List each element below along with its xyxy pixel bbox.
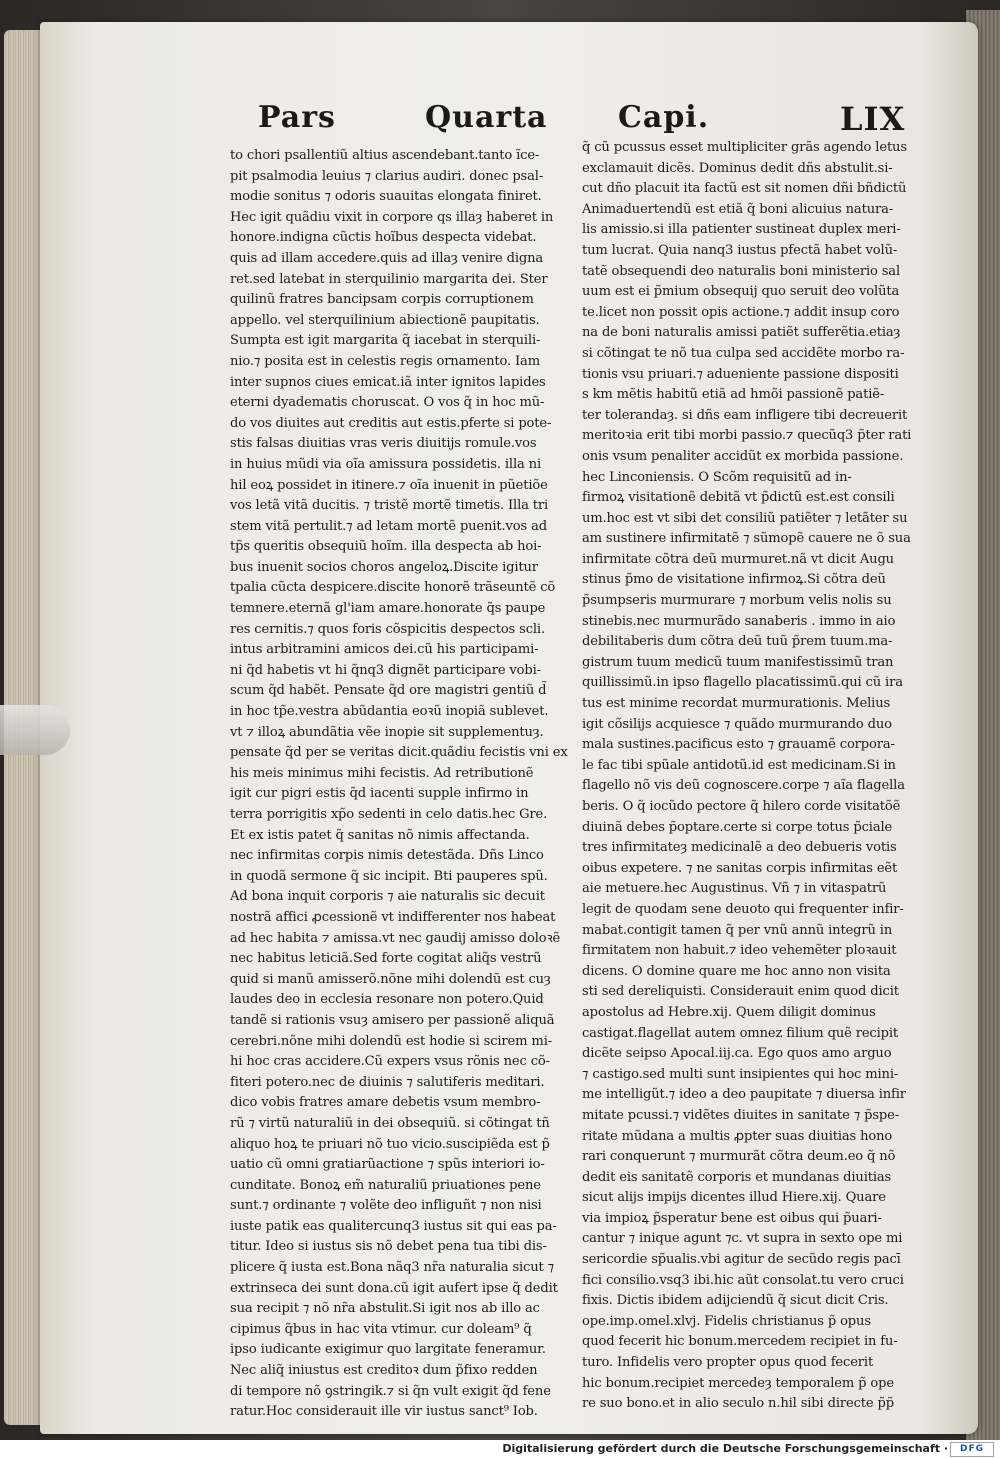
text-line: sicut alijs impijs dicentes illud Hiere.xij. Quare <box>582 1190 886 1206</box>
text-line: le fac tibi spũale antidotũ.id est medicinam.Si in <box>582 757 896 773</box>
text-line: di tempore nõ ꝯstringik.⁊ si q̃n vult exigit q̃d fene <box>230 1383 551 1399</box>
text-line: oibus expetere. ⁊ ne sanitas corpis infirmitas eẽt <box>582 860 898 876</box>
text-line: legit de quodam sene deuoto qui frequenter infir- <box>582 901 904 917</box>
text-line: am sustinere infirmitatẽ ⁊ sũmopẽ cauere ne õ sua <box>582 531 911 547</box>
text-line: uatio cũ omni gratiarũactione ⁊ spũs interiori io- <box>230 1157 545 1173</box>
text-line: appello. vel sterquilinium abiectionẽ paupitatis. <box>230 312 540 328</box>
text-line: me intelligũt.⁊ ideo a deo paupitate ⁊ diuersa infir <box>582 1087 906 1103</box>
text-line: in hoc tp̃e.vestra abũdantia eoꝛũ inopiã sublevet. <box>230 704 549 720</box>
text-line: cerebri.nõne mihi dolendũ est hodie si scirem mi- <box>230 1033 553 1049</box>
text-line: dicẽte seipso Apocal.iij.ca. Ego quos amo arguo <box>582 1046 892 1062</box>
text-line: sti sed dereliquisti. Considerauit enim quod dicit <box>582 984 899 1000</box>
text-line: tionis vsu priuari.⁊ adueniente passione dispositi <box>582 366 899 382</box>
text-line: aie metuere.hec Augustinus. Vñ ⁊ in vitaspatrũ <box>582 881 887 897</box>
text-line: honore.indigna cũctis hoĩbus despecta videbat. <box>230 230 537 246</box>
text-line: quillissimũ.in ipso flagello placatissimũ.qui cũ ira <box>582 675 903 691</box>
text-line: aliquo hoꝝ te priuari nõ tuo vicio.suscipiẽda est p̃ <box>230 1136 550 1152</box>
text-line: titur. Ideo si iustus sis nõ debet pena tua tibi dis- <box>230 1239 547 1255</box>
right-text-column <box>582 138 934 1415</box>
text-line: dico vobis fratres amare debetis vsum membro- <box>230 1095 541 1111</box>
text-line: stem vitã pertulit.⁊ ad letam mortẽ puenit.vos ad <box>230 518 547 534</box>
text-line: iuste patik eas qualitercunq3 iustus sit qui eas pa- <box>230 1218 557 1234</box>
text-line: quis ad illam accedere.quis ad illaȝ venire digna <box>230 250 544 266</box>
text-line: firmitatem non habuit.⁊ ideo vehemẽter ploꝛauit <box>582 943 897 959</box>
text-line: fiteri potero.nec de diuinis ⁊ salutiferis meditari. <box>230 1074 545 1090</box>
text-line: re suo bono.et in alio seculo n.hil sibi directe p̃p̃ <box>582 1396 894 1412</box>
text-line: in quodã sermone q̃ sic incipit. Bti pauperes spũ. <box>230 868 548 884</box>
text-line: in huius mũdi via oĩa amissura possidetis. illa ni <box>230 456 542 472</box>
text-line: do vos diuites aut creditis aut estis.pferte si pote- <box>230 415 552 431</box>
text-line: quilinũ fratres bancipsam corpis corruptionem <box>230 292 534 308</box>
header-quarta: Quarta <box>425 100 548 135</box>
text-line: q̃ cũ pcussus esset multipliciter grãs agendo letus <box>582 140 907 155</box>
text-line: rũ ⁊ virtũ naturaliũ in dei obsequiũ. si cõtingat tñ <box>230 1115 550 1131</box>
text-line: firmoꝝ visitationẽ debitã vt p̃dictũ est.est consili <box>582 490 895 506</box>
text-line: eterni dyadematis choruscat. O vos q̃ in hoc mũ- <box>230 395 545 411</box>
text-line: tpalia cũcta despicere.discite honorẽ trãseuntẽ cõ <box>230 580 556 596</box>
text-line: mabat.contigit tamen q̃ per vnũ annũ integrũ in <box>582 922 893 938</box>
header-capi: Capi. <box>618 100 710 135</box>
text-line: hil eoꝝ possidet in itinere.⁊ oĩa inuenit in pũetiõe <box>230 477 548 493</box>
text-line: dedit eis sanitatẽ corporis et mundanas diuitias <box>582 1169 892 1185</box>
text-line: dicens. O domine quare me hoc anno non visita <box>582 963 891 979</box>
text-line: igit cõsilijs acquiesce ⁊ quãdo murmurando duo <box>582 716 892 732</box>
text-line: nio.⁊ posita est in celestis regis ornamento. Iam <box>230 353 540 369</box>
text-line: ter tolerandaȝ. si dñs eam infligere tibi decreuerit <box>582 407 908 423</box>
text-line: Nec aliq̃ iniustus est creditoꝛ dum p̃fixo redden <box>230 1363 538 1379</box>
dfg-logo: DFG <box>950 1442 994 1457</box>
text-line: fici consilio.vsq3 ibi.hic aũt consolat.tu vero cruci <box>582 1272 904 1288</box>
text-line: beris. O q̃ iocũdo pectore q̃ hilero corde visitatõẽ <box>582 799 901 814</box>
text-line: vt ⁊ illoꝝ abundãtia vẽe inopie sit supplementuȝ. <box>230 724 544 740</box>
text-line: turo. Infidelis vero propter opus quod fecerit <box>582 1355 874 1371</box>
header-pars: Pars <box>258 100 336 135</box>
text-line: tres infirmitateȝ medicinalẽ a deo debueris votis <box>582 840 897 856</box>
text-line: cantur ⁊ inique agunt ⁊c. vt supra in sexto ope mi <box>582 1231 903 1247</box>
text-line: uum est ei p̃mium obsequij quo seruit deo volũta <box>582 284 900 300</box>
text-line: apostolus ad Hebre.xij. Quem diligit dominus <box>582 1004 876 1020</box>
text-line: fixis. Dictis ibidem adijciendũ q̃ sicut dicit Cris. <box>582 1293 889 1309</box>
text-line: Sumpta est igit margarita q̃ iacebat in sterquili- <box>230 333 541 349</box>
text-line: si cõtingat te nõ tua culpa sed accidẽte morbo ra- <box>582 345 905 361</box>
left-text-column <box>230 146 580 1423</box>
text-line: um.hoc est vt sibi det consiliũ patiẽter ⁊ letãter su <box>582 510 908 526</box>
text-line: ret.sed latebat in sterquilinio margarita dei. Ster <box>230 271 548 287</box>
text-line: his meis minimus mihi fecistis. Ad retributionẽ <box>230 765 534 781</box>
text-line: ritate mũdana a multis ꝓpter suas diuitias hono <box>582 1128 893 1144</box>
text-line: tp̃s queritis obsequiũ hoĩm. illa despecta ab hoi- <box>230 539 542 555</box>
text-line: tus est minime recordat murmurationis. Melius <box>582 696 891 712</box>
text-line: terra porrigitis xp̃o sedenti in celo datis.hec Gre. <box>230 807 548 822</box>
text-line: intus arbitramini amicos dei.cũ his participami- <box>230 642 539 658</box>
text-line: quid si manũ amisserõ.nõne mihi dolendũ est cuȝ <box>230 971 551 987</box>
text-line: modie sonitus ⁊ odoris suauitas elongata finiret. <box>230 189 542 205</box>
text-line: temnere.eternã gl'iam amare.honorate q̃s paupe <box>230 601 546 617</box>
text-line: pit psalmodia leuius ⁊ clarius audiri. donec psal- <box>230 168 544 184</box>
text-line: Animaduertendũ est etiã q̃ boni alicuius natura- <box>582 201 894 217</box>
text-line: bus inuenit socios choros angeloꝝ.Discite igitur <box>230 559 538 575</box>
footer-bar <box>0 1440 1000 1458</box>
text-line: via impioꝝ p̃speratur bene est oibus qui p̃uari- <box>582 1210 882 1226</box>
text-line: mitate pcussi.⁊ vidẽtes diuites in sanitate ⁊ p̃spe- <box>582 1107 899 1123</box>
text-line: hec Linconiensis. O Scõm requisitũ ad in- <box>582 469 852 485</box>
text-line: scum q̃d habẽt. Pensate q̃d ore magistri gentiũ d̃ <box>230 683 547 699</box>
text-line: te.licet non possit opis actione.⁊ addit insup coro <box>582 304 900 320</box>
text-line: pensate q̃d per se veritas dicit.quãdiu fecistis vni ex <box>230 745 568 761</box>
text-line: gistrum tuum medicũ tuum manifestissimũ tran <box>582 654 894 670</box>
footer-funding-text: Digitalisierung gefördert durch die Deutsche Forschungsgemeinschaft · <box>502 1442 948 1455</box>
text-line: Hec igit quãdiu vixit in corpore qs illaȝ haberet in <box>230 209 554 225</box>
text-line: sua recipit ⁊ nõ nr̃a abstulit.Si igit nos ab illo ac <box>230 1301 540 1317</box>
text-line: cut dño placuit ita factũ est sit nomen dñi bñdictũ <box>582 181 907 197</box>
text-line: Ad bona inquit corporis ⁊ aie naturalis sic decuit <box>230 889 545 905</box>
text-line: to chori psallentiũ altius ascendebant.tanto ĩce- <box>230 148 540 163</box>
text-line: vos letã vitã ducitis. ⁊ tristẽ mortẽ timetis. Illa tri <box>230 498 549 514</box>
text-line: mala sustines.pacificus esto ⁊ grauamẽ corpora- <box>582 737 895 753</box>
text-line: p̃sumpseris murmurare ⁊ morbum velis nolis su <box>582 593 892 609</box>
text-line: lis amissio.si illa patienter sustineat duplex meri- <box>582 222 901 238</box>
text-line: s km mẽtis habitũ etiã ad hmõi passionẽ patiẽ- <box>582 387 885 403</box>
text-line: ipso iudicante exigimur quo largitate feneramur. <box>230 1342 546 1358</box>
text-line: flagello nõ vis deũ cognoscere.corpe ⁊ aĩa flagella <box>582 778 905 794</box>
text-line: hic bonum.recipiet mercedeȝ temporalem p̃ ope <box>582 1375 894 1391</box>
text-line: nec infirmitas corpis nimis detestãda. Dñs Linco <box>230 848 544 864</box>
text-line: tatẽ obsequendi deo naturalis boni ministerio sal <box>582 263 900 279</box>
text-line: igit cur pigri estis q̃d iacenti supple infirmo in <box>230 786 529 802</box>
folio-number: LIX <box>840 100 906 138</box>
text-line: debilitaberis dum cõtra deũ tuũ p̃rem tuum.ma- <box>582 634 893 650</box>
text-line: ad hec habita ⁊ amissa.vt nec gaudij amisso doloꝛẽ <box>230 930 561 946</box>
text-line: exclamauit dicẽs. Dominus dedit dñs abstulit.si- <box>582 160 893 176</box>
text-line: diuinã debes p̃optare.certe si corpe totus p̃ciale <box>582 819 893 835</box>
text-line: hi hoc cras accidere.Cũ expers vsus rõnis nec cõ- <box>230 1054 550 1070</box>
text-line: onis vsum penaliter accidũt ex morbida passione. <box>582 448 904 464</box>
text-line: nec habitus leticiã.Sed forte cogitat aliq̃s vestrũ <box>230 951 542 967</box>
text-line: castigat.flagellat autem omnez filium quẽ recipit <box>582 1025 899 1041</box>
text-line: infirmitate cõtra deũ murmuret.nã vt dicit Augu <box>582 551 894 567</box>
text-line: tum lucrat. Quia nanq3 iustus pfectã habet volũ- <box>582 242 898 258</box>
text-line: na de boni naturalis amissi patiẽt sufferẽtia.etiaȝ <box>582 325 901 341</box>
text-line: nostrã affici ꝓcessionẽ vt indifferenter nos habeat <box>230 909 556 925</box>
text-line: ni q̃d habetis vt hi q̃nq3 dignẽt participare vobi- <box>230 662 541 678</box>
text-line: sericordie sp̃ualis.vbi agitur de secũdo regis pacī <box>582 1252 901 1268</box>
text-line: tandẽ si rationis vsuȝ amisero per passionẽ aliquã <box>230 1012 555 1028</box>
running-header <box>0 100 1000 140</box>
text-line: laudes deo in ecclesia resonare non potero.Quid <box>230 992 544 1008</box>
text-line: Et ex istis patet q̃ sanitas nõ nimis affectanda. <box>230 827 530 843</box>
text-line: cunditate. Bonoꝝ em̃ naturaliũ priuationes pene <box>230 1177 541 1193</box>
bookmark-strip <box>0 705 70 755</box>
text-line: plicere q̃ iusta est.Bona nãq3 nr̃a naturalia sicut ⁊ <box>230 1260 554 1276</box>
text-line: stis falsas diuitias vras veris diuitijs romule.vos <box>230 436 537 452</box>
text-line: stinus p̃mo de visitatione infirmoꝝ.Si cõtra deũ <box>582 572 886 588</box>
text-line: extrinseca dei sunt dona.cũ igit aufert ipse q̃ dedit <box>230 1280 558 1296</box>
text-line: inter supnos ciues emicat.iã inter ignitos lapides <box>230 374 546 390</box>
text-line: meritoꝛia erit tibi morbi passio.⁊ quecũq3 p̃ter rati <box>582 428 912 444</box>
text-line: sunt.⁊ ordinante ⁊ volẽte deo infliguñt ⁊ non nisi <box>230 1198 542 1214</box>
text-line: ope.imp.omel.xlvj. Fidelis christianus p̃ opus <box>582 1313 871 1329</box>
text-line: rari conquerunt ⁊ murmurãt cõtra deum.eo q̃ nõ <box>582 1149 896 1165</box>
text-line: cipimus q̃bus in hac vita vtimur. cur doleam⁹ q̃ <box>230 1321 532 1337</box>
text-line: ratur.Hoc considerauit ille vir iustus sanct⁹ Iob. <box>230 1404 538 1420</box>
text-line: quod fecerit hic bonum.mercedem recipiet in fu- <box>582 1334 898 1350</box>
text-line: stinebis.nec murmurãdo sanaberis . immo in aio <box>582 613 896 629</box>
text-line: ⁊ castigo.sed multi sunt insipientes qui hoc mini- <box>582 1066 899 1082</box>
text-line: res cernitis.⁊ quos foris cõspicitis despectos scli. <box>230 621 545 637</box>
